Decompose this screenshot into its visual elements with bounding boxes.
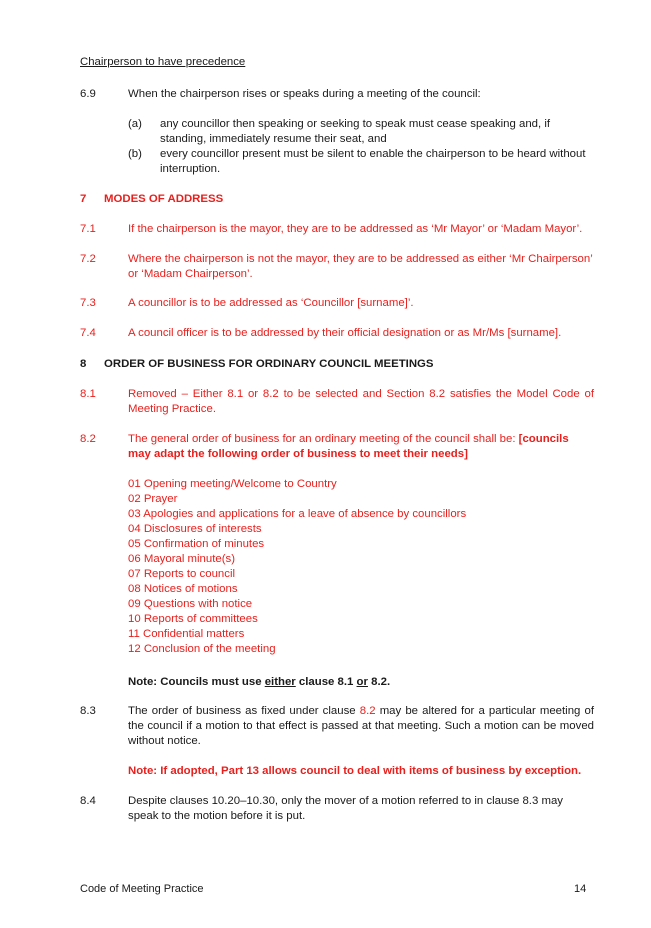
sub-item-text: every councillor present must be silent to enable the chairperson to be heard without interruption. [160,148,586,175]
list-item: 02 Prayer [128,493,178,505]
clause-text: If the chairperson is the mayor, they are to be addressed as ‘Mr Mayor’ or ‘Madam Mayor’. [128,223,583,235]
clause-reference: 8.2 [359,705,376,717]
clause-text [128,704,594,749]
section-subheading: Chairperson to have precedence [80,56,246,68]
list-item: 05 Confirmation of minutes [128,538,265,550]
clause-text: When the chairperson rises or speaks during a meeting of the council: [128,88,481,100]
sub-item-label: (b) [128,148,142,160]
list-item: 10 Reports of committees [128,613,258,625]
clause-number: 8.2 [80,433,96,445]
list-item: 08 Notices of motions [128,583,238,595]
clause-text-plain: The order of business as fixed under clause [128,705,360,717]
clause-text: A council officer is to be addressed by their official designation or as Mr/Ms [surname]. [128,327,562,339]
list-item: 06 Mayoral minute(s) [128,553,235,565]
list-item: 09 Questions with notice [128,598,253,610]
clause-number: 6.9 [80,88,96,100]
clause-text: Where the chairperson is not the mayor, they are to be addressed as either ‘Mr Chairperson’ or ‘Madam Chairperson’. [128,253,593,280]
note-text: Note: Councils must use [128,676,265,688]
list-item: 07 Reports to council [128,568,236,580]
list-item: 01 Opening meeting/Welcome to Country [128,478,337,490]
clause-number: 7.4 [80,327,96,339]
clause-number: 7.3 [80,297,96,309]
section-title: MODES OF ADDRESS [104,193,224,205]
section-number: 7 [80,193,87,205]
clause-number: 7.1 [80,223,96,235]
clause-text-plain: The general order of business for an ordinary meeting of the council shall be: [128,433,519,445]
note-adopted: Note: If adopted, Part 13 allows council to deal with items of business by exception. [128,765,582,777]
note-councils [128,675,390,690]
list-item: 12 Conclusion of the meeting [128,643,276,655]
sub-item-text: any councillor then speaking or seeking to speak must cease speaking and, if standing, immediately resume their seat, and [160,118,551,145]
list-item: 04 Disclosures of interests [128,523,262,535]
clause-text [128,432,594,462]
sub-item-label: (a) [128,118,142,130]
note-text: 8.2. [367,676,391,688]
section-number: 8 [80,358,87,370]
clause-number: 8.4 [80,795,96,807]
clause-text: A councillor is to be addressed as ‘Councillor [surname]’. [128,297,414,309]
clause-text: Removed – Either 8.1 or 8.2 to be selected and Section 8.2 satisfies the Model Code of Meeting Practice. [128,388,594,415]
note-emphasis: or [356,676,368,688]
note-text: clause 8.1 [295,676,357,688]
clause-text: Despite clauses 10.20–10.30, only the mover of a motion referred to in clause 8.3 may speak to the motion before it is put. [128,795,563,822]
clause-number: 7.2 [80,253,96,265]
clause-number: 8.1 [80,388,96,400]
list-item: 03 Apologies and applications for a leave of absence by councillors [128,508,467,520]
clause-number: 8.3 [80,705,96,717]
page-number: 14 [574,883,587,895]
clause-text-plain: may be altered for a particular meeting of the council if a motion to that effect is passed at that meeting. Such a motion can be moved without notice. [128,705,594,747]
footer-title: Code of Meeting Practice [80,883,204,895]
note-emphasis: either [264,676,296,688]
clause-text-bold: [councils may adapt the following order of business to meet their needs] [128,433,569,460]
section-title: ORDER OF BUSINESS FOR ORDINARY COUNCIL MEETINGS [104,358,434,370]
list-item: 11 Confidential matters [128,628,245,640]
